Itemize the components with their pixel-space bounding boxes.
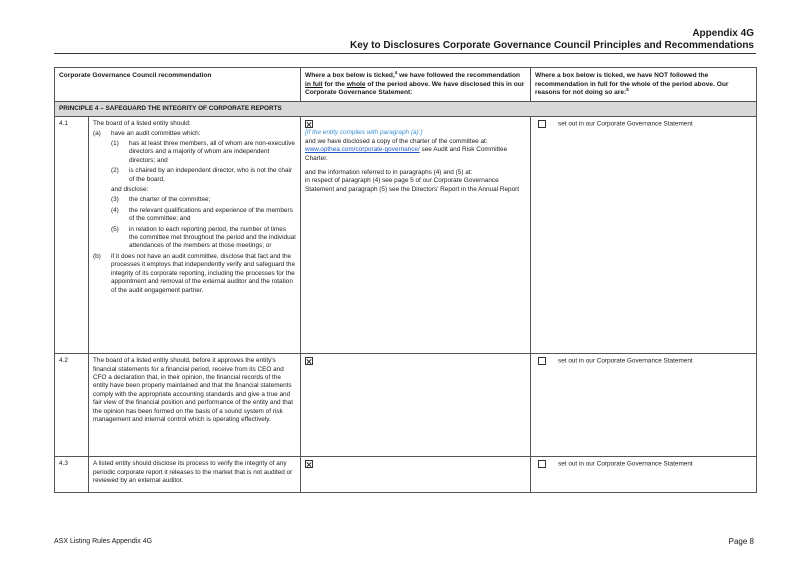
col-header-followed-c: for the — [322, 80, 347, 88]
item-key: (2) — [111, 167, 119, 175]
not-followed-text: set out in our Corporate Governance Statement — [558, 120, 693, 128]
principle-heading: PRINCIPLE 4 – SAFEGUARD THE INTEGRITY OF CORPORATE REPORTS — [55, 101, 757, 116]
appendix-subtitle: Key to Disclosures Corporate Governance Council Principles and Recommendations — [350, 40, 754, 51]
item-key: (1) — [111, 140, 119, 147]
col-header-followed-b: we have followed the recommendation — [397, 72, 521, 79]
col-header-followed-d: of the period above. We have disclosed this in our Corporate Governance Statement: — [305, 80, 525, 97]
list-item — [111, 140, 296, 165]
item-key: (a) — [93, 129, 101, 137]
footer-page-number: Page 8 — [728, 537, 754, 546]
col-header-in-full: in full — [305, 80, 323, 88]
item-text: the charter of the committee; — [129, 196, 211, 204]
item-text: is chaired by an independent director, who is not the chair of the board, — [129, 167, 293, 183]
item-key: (5) — [111, 225, 119, 233]
item-key: (3) — [111, 196, 119, 204]
not-followed-cell — [531, 457, 757, 493]
item-text: has at least three members, all of whom are non-executive directors and a majority of whom are independent directors; and — [129, 140, 295, 164]
list-item — [111, 167, 296, 184]
recommendation-number: 4.2 — [55, 354, 89, 457]
info-line: and the information referred to in paragraphs (4) and (5) at: — [305, 168, 473, 176]
col-header-not-followed-text: Where a box below is ticked, we have NOT followed the recommendation in full for the whole of the period above. Our reasons for not doing so are: — [535, 72, 729, 97]
col-header-recommendation: Corporate Governance Council recommendation — [55, 68, 301, 102]
checked-box-icon[interactable] — [305, 460, 313, 468]
compliance-note: [If the entity complies with paragraph (a):] — [305, 129, 423, 137]
list-item — [93, 253, 296, 295]
col-header-whole: whole — [346, 80, 366, 88]
recommendation-number: 4.3 — [55, 457, 89, 493]
item-text: the relevant qualifications and experience of the members of the committee; and — [129, 206, 293, 223]
footnote-5: 5 — [626, 87, 629, 92]
col-header-followed-a: Where a box below is ticked, — [305, 72, 395, 79]
list-item — [111, 196, 296, 204]
unchecked-box-icon[interactable] — [538, 120, 546, 128]
followed-cell — [301, 457, 531, 493]
charter-line: and we have disclosed a copy of the charter of the committee at: — [305, 137, 488, 145]
recommendation-text — [89, 117, 301, 354]
disclose-text: and disclose: — [111, 186, 149, 194]
recommendation-text: A listed entity should disclose its process to verify the integrity of any periodic corporate report it releases to the market that is not audited or reviewed by an external auditor. — [89, 457, 301, 493]
intro-text: The board of a listed entity should: — [93, 120, 191, 128]
table-row — [55, 117, 757, 354]
followed-cell — [301, 117, 531, 354]
not-followed-text: set out in our Corporate Governance Statement — [558, 357, 693, 365]
unchecked-box-icon[interactable] — [538, 460, 546, 468]
principle-row — [55, 101, 757, 116]
item-text: if it does not have an audit committee, disclose that fact and the processes it employs that independently verify and safeguard the integrity of its corporate reporting, including the processes for the appointment and removal of the external auditor and the rotation of the audit engagement partner. — [111, 252, 296, 294]
item-text: in relation to each reporting period, the number of times the committee met throughout the period and the individual attendances of the members at those meetings; or — [129, 225, 296, 250]
table-row — [55, 457, 757, 493]
table-header-row — [55, 68, 757, 102]
unchecked-box-icon[interactable] — [538, 357, 546, 365]
charter-link-suffix: see Audit and Risk Committee Charter. — [305, 146, 508, 162]
recommendation-text: The board of a listed entity should, before it approves the entity's financial statements for a financial period, receive from its CEO and CFO a declaration that, in their opinion, the financial records of the entity have been properly maintained and that the financial statements comply with the appropriate accounting standards and give a true and fair view of the financial position and performance of the entity and that the opinion has been formed on the basis of a sound system of risk management and internal control which is operating effectively. — [89, 354, 301, 457]
header-rule — [54, 53, 756, 54]
item-key: (b) — [93, 252, 101, 260]
col-header-followed — [301, 68, 531, 102]
item-text: have an audit committee which: — [111, 129, 201, 137]
not-followed-text: set out in our Corporate Governance Statement — [558, 460, 693, 468]
charter-link-line — [305, 146, 526, 163]
item-key: (4) — [111, 206, 119, 214]
followed-cell — [301, 354, 531, 457]
footer-document-name: ASX Listing Rules Appendix 4G — [54, 538, 153, 545]
not-followed-cell — [531, 354, 757, 457]
list-item — [111, 207, 296, 224]
appendix-title: Appendix 4G — [692, 28, 754, 39]
checked-box-icon[interactable] — [305, 357, 313, 365]
not-followed-cell — [531, 117, 757, 354]
list-item — [111, 226, 296, 251]
recommendation-number: 4.1 — [55, 117, 89, 354]
table-row — [55, 354, 757, 457]
governance-table — [54, 67, 757, 493]
list-item — [93, 130, 296, 138]
col-header-not-followed — [531, 68, 757, 102]
footnote-4: 4 — [394, 69, 398, 75]
charter-link[interactable]: www.opthea.com/corporate-governance/ — [305, 146, 420, 154]
checked-box-icon[interactable] — [305, 120, 313, 128]
info-detail: in respect of paragraph (4) see page 5 of our Corporate Governance Statement and paragraph (5) see the Directors' Report in the Annual Report — [305, 177, 520, 193]
